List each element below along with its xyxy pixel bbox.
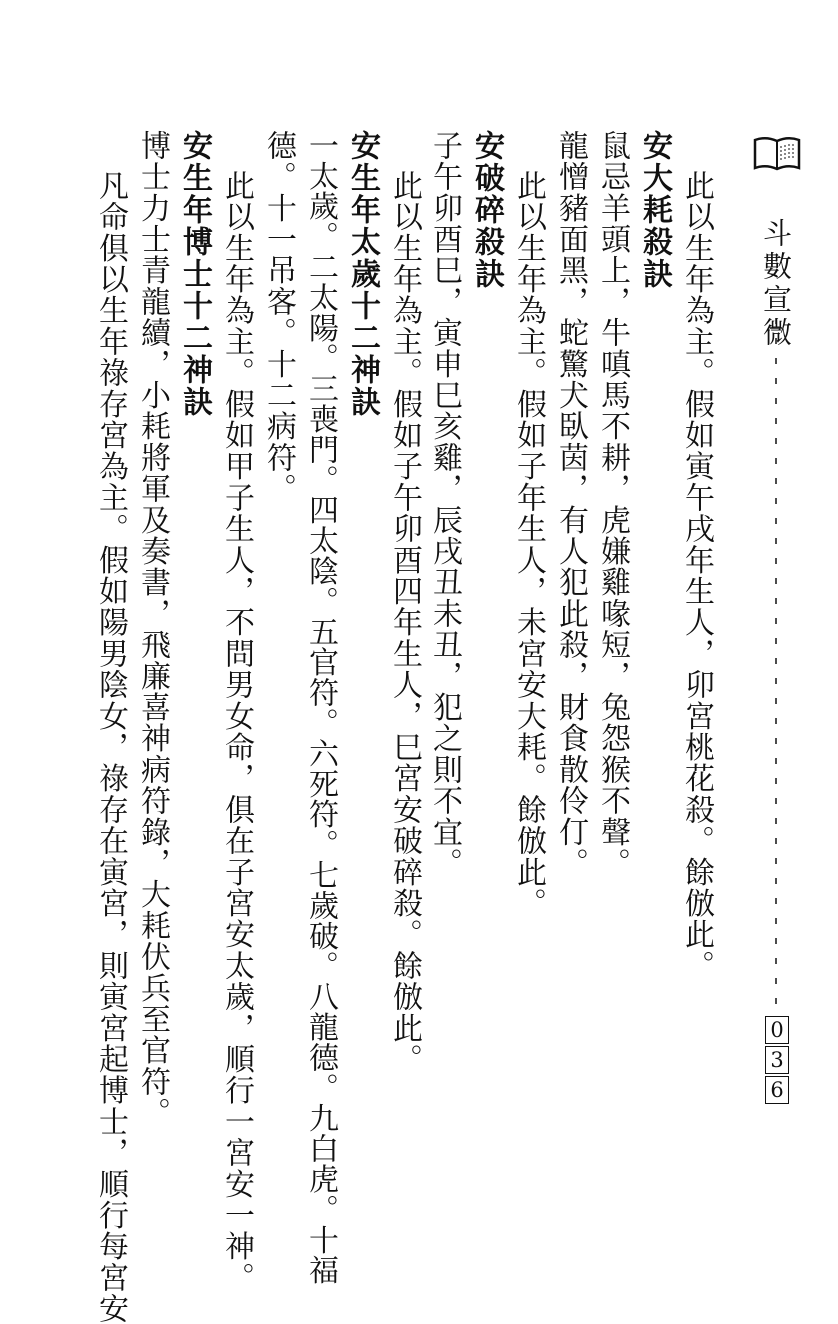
verse-column: 博士力士青龍續，小耗將軍及奏書，飛廉喜神病符錄，大耗伏兵至官符。 bbox=[135, 130, 170, 1129]
body-text-column: 此以生年為主。假如甲子生人，不問男女命，俱在子宮安太歲，順行一宮安一神。 bbox=[219, 170, 254, 1294]
body-text-column: 凡命俱以生年祿存宮為主。假如陽男陰女，祿存在寅宮，則寅宮起博士，順行每宮安 bbox=[93, 170, 128, 1324]
page-number-digit: 6 bbox=[765, 1076, 789, 1104]
verse-column: 鼠忌羊頭上，牛嗔馬不耕，虎嫌雞喙短，兔怨猴不聲。 bbox=[595, 130, 630, 879]
verse-column: 子午卯酉巳，寅申巳亥雞，辰戌丑未丑，犯之則不宜。 bbox=[427, 130, 462, 879]
section-heading: 安生年博士十二神訣 bbox=[177, 130, 212, 418]
page-number-digit: 3 bbox=[765, 1046, 789, 1074]
body-text-column: 此以生年為主。假如子午卯酉四年生人，巳宮安破碎殺。餘倣此。 bbox=[387, 170, 422, 1075]
page-number-digit: 0 bbox=[765, 1016, 789, 1044]
verse-column: 德。十一吊客。十二病符。 bbox=[261, 130, 296, 505]
dotted-divider bbox=[766, 318, 786, 1008]
section-heading: 安大耗殺訣 bbox=[637, 130, 672, 290]
section-heading: 安破碎殺訣 bbox=[469, 130, 504, 290]
running-title: 斗數宣微 bbox=[759, 218, 793, 350]
verse-column: 一太歲。二太陽。三喪門。四太陰。五官符。六死符。七歲破。八龍德。九白虎。十福 bbox=[303, 130, 338, 1286]
body-text-column: 此以生年為主。假如寅午戌年生人，卯宮桃花殺。餘倣此。 bbox=[679, 170, 714, 982]
section-heading: 安生年太歲十二神訣 bbox=[345, 130, 380, 418]
verse-column: 龍憎豬面黑，蛇驚犬臥茵，有人犯此殺，財食散伶仃。 bbox=[553, 130, 588, 879]
open-book-icon bbox=[752, 135, 802, 173]
body-text-column: 此以生年為主。假如子年生人，未宮安大耗。餘倣此。 bbox=[511, 170, 546, 919]
page-number bbox=[765, 1016, 791, 1106]
